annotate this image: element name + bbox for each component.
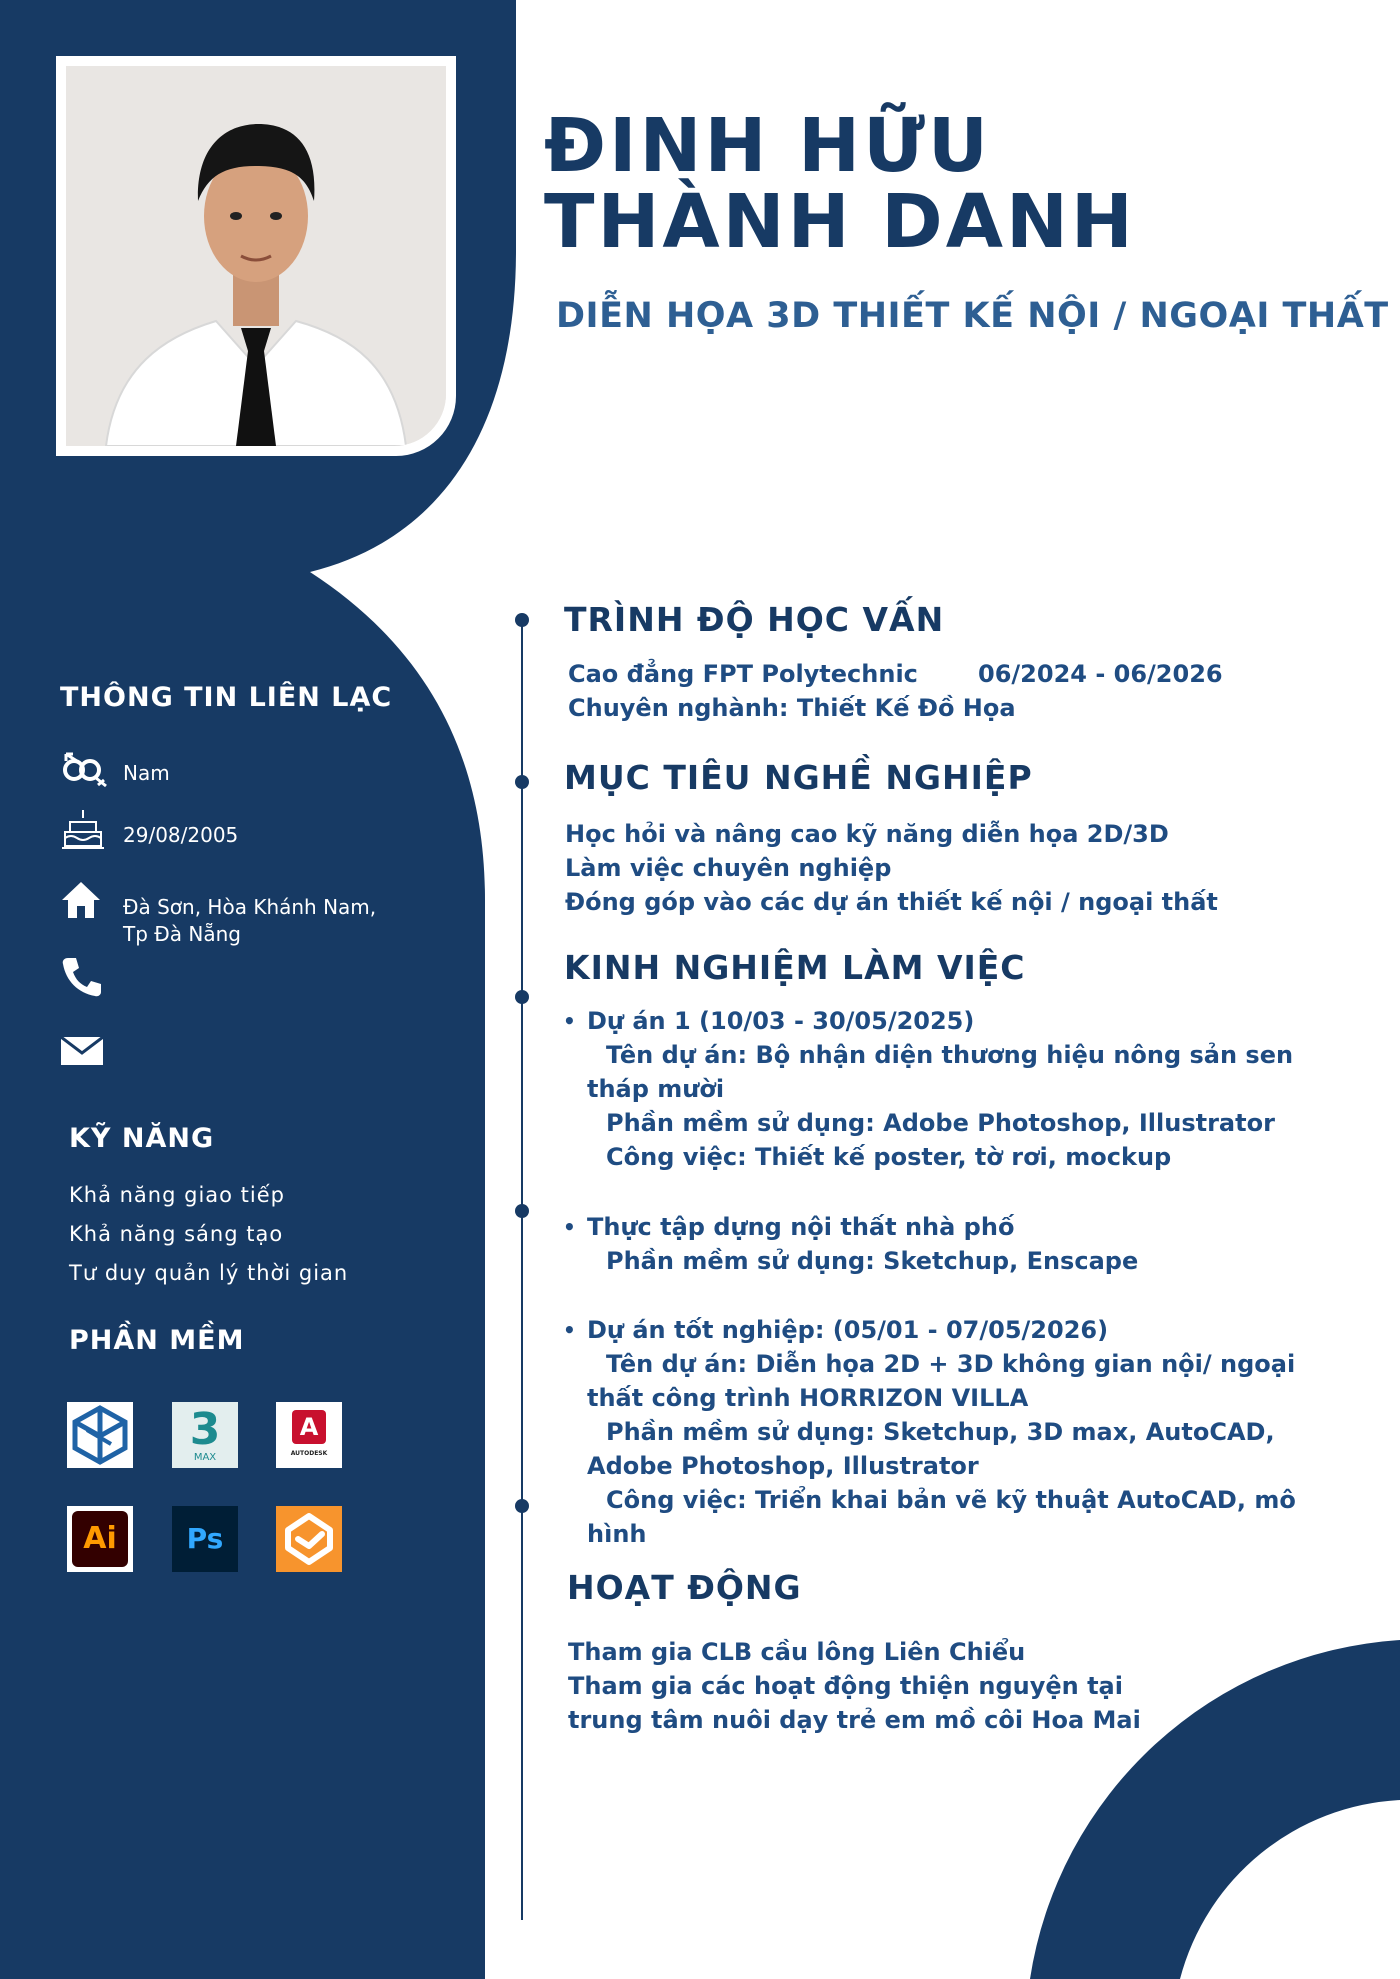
education-school: Cao đẳng FPT Polytechnic — [568, 660, 918, 688]
experience-heading: • Thực tập dựng nội thất nhà phố — [563, 1210, 1138, 1244]
person-portrait-icon — [66, 66, 446, 446]
skill-item: Khả năng sáng tạo — [69, 1222, 284, 1246]
address-line-1: Đà Sơn, Hòa Khánh Nam, — [123, 895, 377, 919]
name-line-2: THÀNH DANH — [544, 179, 1136, 265]
timeline-dot — [515, 1499, 529, 1513]
experience-title: KINH NGHIỆM LÀM VIỆC — [564, 948, 1026, 987]
timeline-dot — [515, 613, 529, 627]
address-line-2: Tp Đà Nẵng — [123, 922, 241, 946]
illustrator-label: Ai — [72, 1511, 128, 1567]
skill-item: Tư duy quản lý thời gian — [69, 1261, 349, 1285]
autocad-label: A — [292, 1410, 326, 1444]
objective-title: MỤC TIÊU NGHỀ NGHIỆP — [564, 758, 1033, 797]
enscape-icon — [276, 1506, 342, 1572]
education-title: TRÌNH ĐỘ HỌC VẤN — [564, 600, 945, 639]
3dsmax-sub: MAX — [193, 1452, 217, 1463]
activities-title: HOẠT ĐỘNG — [567, 1568, 802, 1607]
experience-item — [563, 1210, 1138, 1278]
name-line-1: ĐINH HỮU — [544, 103, 992, 189]
experience-heading: • Dự án tốt nghiệp: (05/01 - 07/05/2026) — [563, 1313, 1296, 1347]
autocad-sub: AUTODESK — [290, 1450, 328, 1457]
photoshop-label: Ps — [186, 1522, 224, 1555]
activities-body — [568, 1635, 1141, 1737]
education-major: Chuyên nghành: Thiết Kế Đồ Họa — [568, 694, 1016, 722]
job-title: DIỄN HỌA 3D THIẾT KẾ NỘI / NGOẠI THẤT — [556, 296, 1389, 336]
profile-photo — [66, 66, 446, 446]
experience-line: Tên dự án: Diễn họa 2D + 3D không gian nội/ ngoại — [606, 1350, 1296, 1378]
gender-icon — [60, 752, 110, 788]
phone-icon — [60, 955, 104, 999]
experience-line: Công việc: Thiết kế poster, tờ rơi, mockup — [606, 1143, 1172, 1171]
activity-line: Tham gia CLB cầu lông Liên Chiểu — [568, 1638, 1026, 1666]
sketchup-icon — [67, 1402, 133, 1468]
mail-icon — [60, 1036, 104, 1066]
experience-line: Phần mềm sử dụng: Sketchup, Enscape — [606, 1247, 1139, 1275]
illustrator-icon — [67, 1506, 133, 1572]
contact-title: THÔNG TIN LIÊN LẠC — [60, 682, 393, 713]
birthday-value: 29/08/2005 — [123, 823, 239, 847]
experience-line: thất công trình HORRIZON VILLA — [587, 1384, 1029, 1412]
experience-line: Công việc: Triển khai bản vẽ kỹ thuật AutoCAD, mô — [606, 1486, 1296, 1514]
profile-photo-frame — [56, 56, 456, 456]
photoshop-icon — [172, 1506, 238, 1572]
experience-line: Phần mềm sử dụng: Adobe Photoshop, Illustrator — [606, 1109, 1275, 1137]
objective-line: Đóng góp vào các dự án thiết kế nội / ngoại thất — [565, 888, 1218, 916]
objective-line: Làm việc chuyên nghiệp — [565, 854, 892, 882]
3dsmax-icon — [172, 1402, 238, 1468]
full-name — [544, 103, 1136, 265]
activity-line: Tham gia các hoạt động thiện nguyện tại — [568, 1672, 1123, 1700]
experience-line: tháp mười — [587, 1075, 725, 1103]
activity-line: trung tâm nuôi dạy trẻ em mồ côi Hoa Mai — [568, 1706, 1141, 1734]
timeline-dot — [515, 775, 529, 789]
autocad-icon — [276, 1402, 342, 1468]
objective-line: Học hỏi và nâng cao kỹ năng diễn họa 2D/3D — [565, 820, 1169, 848]
experience-heading: • Dự án 1 (10/03 - 30/05/2025) — [563, 1004, 1293, 1038]
education-body — [568, 657, 1223, 725]
education-period: 06/2024 - 06/2026 — [978, 660, 1223, 688]
experience-line: Phần mềm sử dụng: Sketchup, 3D max, AutoCAD, — [606, 1418, 1275, 1446]
skill-item: Khả năng giao tiếp — [69, 1183, 285, 1207]
gender-value: Nam — [123, 761, 170, 785]
experience-line: hình — [587, 1520, 647, 1548]
timeline-dot — [515, 1204, 529, 1218]
objective-body — [565, 817, 1218, 919]
address-value — [123, 894, 376, 948]
timeline-dot — [515, 990, 529, 1004]
3dsmax-label: 3 — [189, 1404, 221, 1455]
experience-item — [563, 1004, 1293, 1174]
skills-title: KỸ NĂNG — [69, 1123, 215, 1154]
software-title: PHẦN MỀM — [69, 1325, 245, 1356]
home-icon — [60, 880, 102, 920]
cake-icon — [62, 808, 104, 852]
experience-item — [563, 1313, 1296, 1551]
experience-line: Tên dự án: Bộ nhận diện thương hiệu nông sản sen — [606, 1041, 1294, 1069]
experience-line: Adobe Photoshop, Illustrator — [587, 1452, 979, 1480]
